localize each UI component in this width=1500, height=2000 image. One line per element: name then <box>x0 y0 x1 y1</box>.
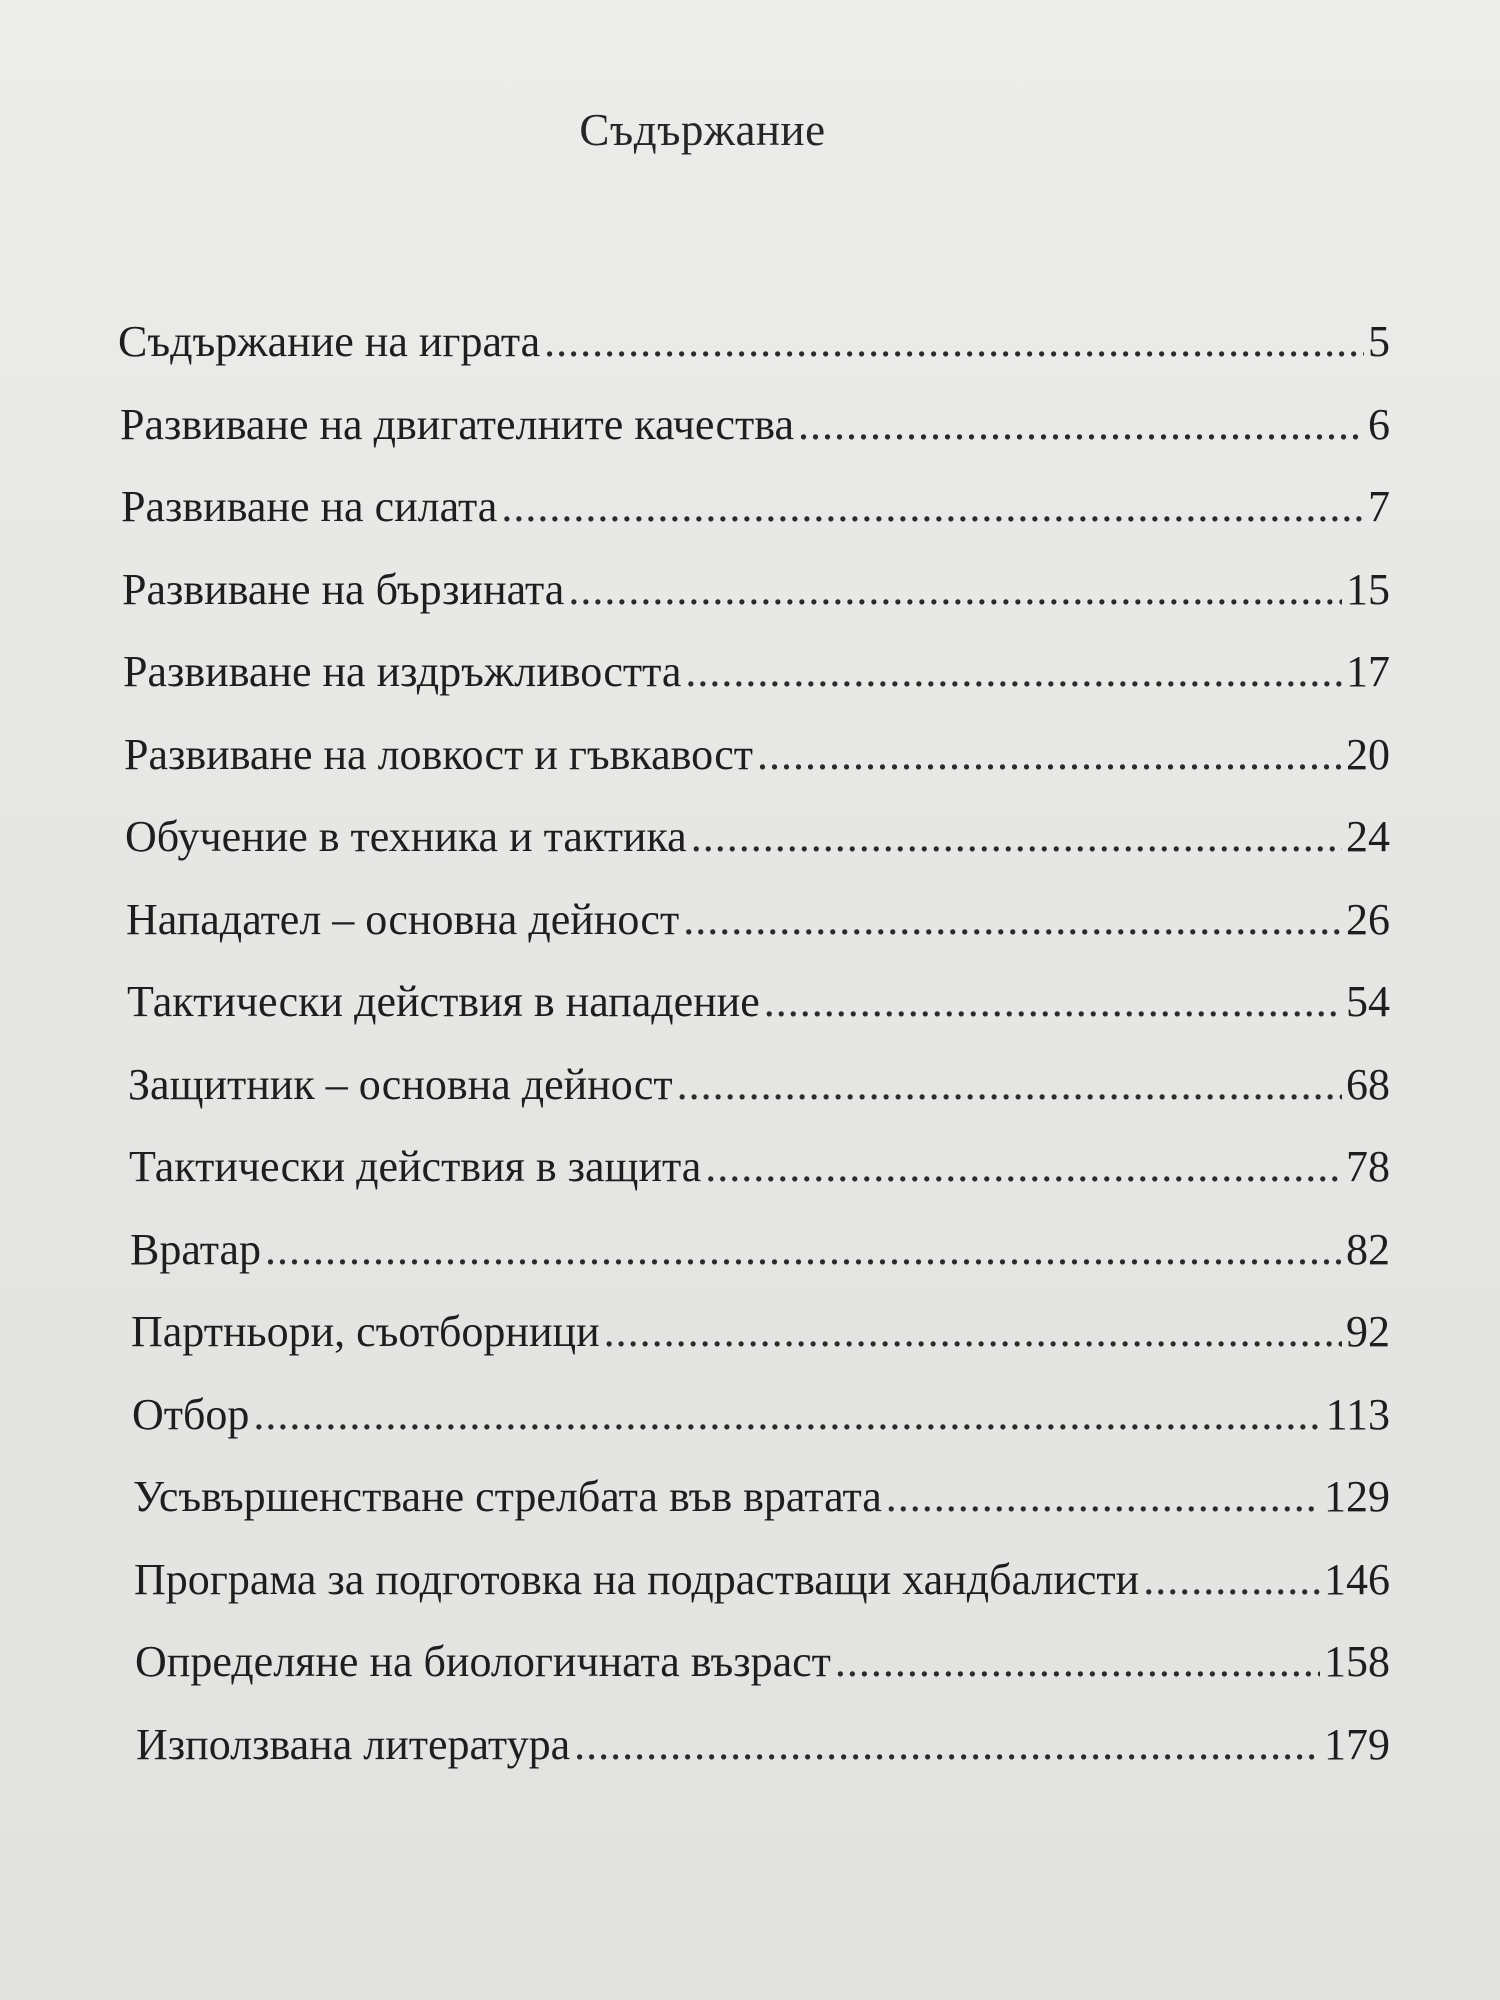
toc-entry-page-number: 179 <box>1324 1719 1390 1769</box>
dot-leader <box>1143 1558 1320 1602</box>
toc-entry-page-number: 129 <box>1324 1472 1390 1521</box>
dot-leader <box>253 1393 1321 1437</box>
toc-entry-page-number: 26 <box>1346 894 1390 944</box>
toc-entry-label: Използвана литература <box>136 1719 571 1769</box>
toc-entry <box>118 647 1390 733</box>
toc-entry <box>118 482 1390 568</box>
toc-entry-label: Отбор <box>132 1389 250 1439</box>
toc-entry-label: Програма за подготовка на подрастващи хандбалисти <box>134 1554 1140 1604</box>
toc-entry <box>118 894 1390 981</box>
dot-leader <box>705 1145 1342 1189</box>
toc-entry <box>118 1389 1390 1476</box>
dot-leader <box>677 1063 1342 1107</box>
toc-entry-label: Определяне на биологичната възраст <box>135 1637 831 1686</box>
toc-entry <box>118 729 1390 816</box>
dot-leader <box>685 650 1342 694</box>
toc-entry <box>118 317 1390 403</box>
toc-entry-page-number: 146 <box>1324 1554 1390 1604</box>
toc-entry <box>118 1307 1390 1393</box>
toc-entry-page-number: 20 <box>1346 729 1390 779</box>
toc-entry <box>118 399 1390 486</box>
toc-entry-page-number: 17 <box>1346 647 1390 696</box>
dot-leader <box>691 815 1342 859</box>
toc-entry-label: Развиване на двигателните качества <box>120 399 795 449</box>
dot-leader <box>265 1228 1342 1272</box>
toc-entry-label: Партньори, съотборници <box>131 1307 600 1356</box>
toc-entry-page-number: 92 <box>1346 1307 1390 1356</box>
dot-leader <box>764 980 1342 1024</box>
toc-entry <box>118 1059 1390 1146</box>
toc-entry <box>118 1719 1390 1806</box>
toc-entry-page-number: 15 <box>1346 564 1390 614</box>
toc-entry-page-number: 113 <box>1325 1389 1390 1439</box>
dot-leader <box>886 1475 1320 1519</box>
toc-entry-page-number: 158 <box>1324 1637 1390 1686</box>
toc-entry-page-number: 5 <box>1368 317 1390 366</box>
toc-entry-label: Обучение в техника и тактика <box>125 812 687 861</box>
toc-entry-label: Тактически действия в нападение <box>127 977 760 1026</box>
dot-leader <box>568 568 1342 612</box>
toc-entry <box>118 1224 1390 1311</box>
toc-entry <box>118 1554 1390 1641</box>
page-title: Съдържание <box>579 105 826 155</box>
toc-entry-page-number: 6 <box>1368 399 1390 449</box>
toc-entry <box>118 1637 1390 1723</box>
toc-entry-page-number: 78 <box>1346 1142 1390 1191</box>
toc-entry <box>118 1142 1390 1228</box>
toc-entry <box>118 1472 1390 1558</box>
toc-entry-label: Развиване на издръжливостта <box>123 647 682 696</box>
toc-entry-label: Нападател – основна дейност <box>126 894 680 944</box>
toc-entry-label: Развиване на силата <box>121 482 498 531</box>
dot-leader <box>835 1640 1320 1684</box>
dot-leader <box>757 733 1342 777</box>
toc-entry-label: Развиване на бързината <box>122 564 565 614</box>
dot-leader <box>501 485 1364 529</box>
toc-entry-label: Развиване на ловкост и гъвкавост <box>124 729 753 779</box>
toc-entry-page-number: 54 <box>1346 977 1390 1026</box>
toc-entry <box>118 812 1390 898</box>
toc-entry-label: Вратар <box>130 1224 262 1274</box>
dot-leader <box>798 403 1364 447</box>
toc-entry-label: Съдържание на играта <box>118 317 541 366</box>
toc-entry <box>118 564 1390 651</box>
toc-entry-label: Защитник – основна дейност <box>128 1059 673 1109</box>
dot-leader <box>574 1723 1320 1767</box>
toc-entry-label: Усъвършенстване стрелбата във вратата <box>133 1472 882 1521</box>
dot-leader <box>683 898 1342 942</box>
table-of-contents <box>118 317 1390 1805</box>
dot-leader <box>544 320 1364 364</box>
toc-entry-page-number: 82 <box>1346 1224 1390 1274</box>
toc-entry-page-number: 24 <box>1346 812 1390 861</box>
toc-entry-page-number: 7 <box>1368 482 1390 531</box>
dot-leader <box>604 1310 1342 1354</box>
toc-entry-page-number: 68 <box>1346 1059 1390 1109</box>
toc-entry-label: Тактически действия в защита <box>129 1142 702 1191</box>
toc-entry <box>118 977 1390 1063</box>
